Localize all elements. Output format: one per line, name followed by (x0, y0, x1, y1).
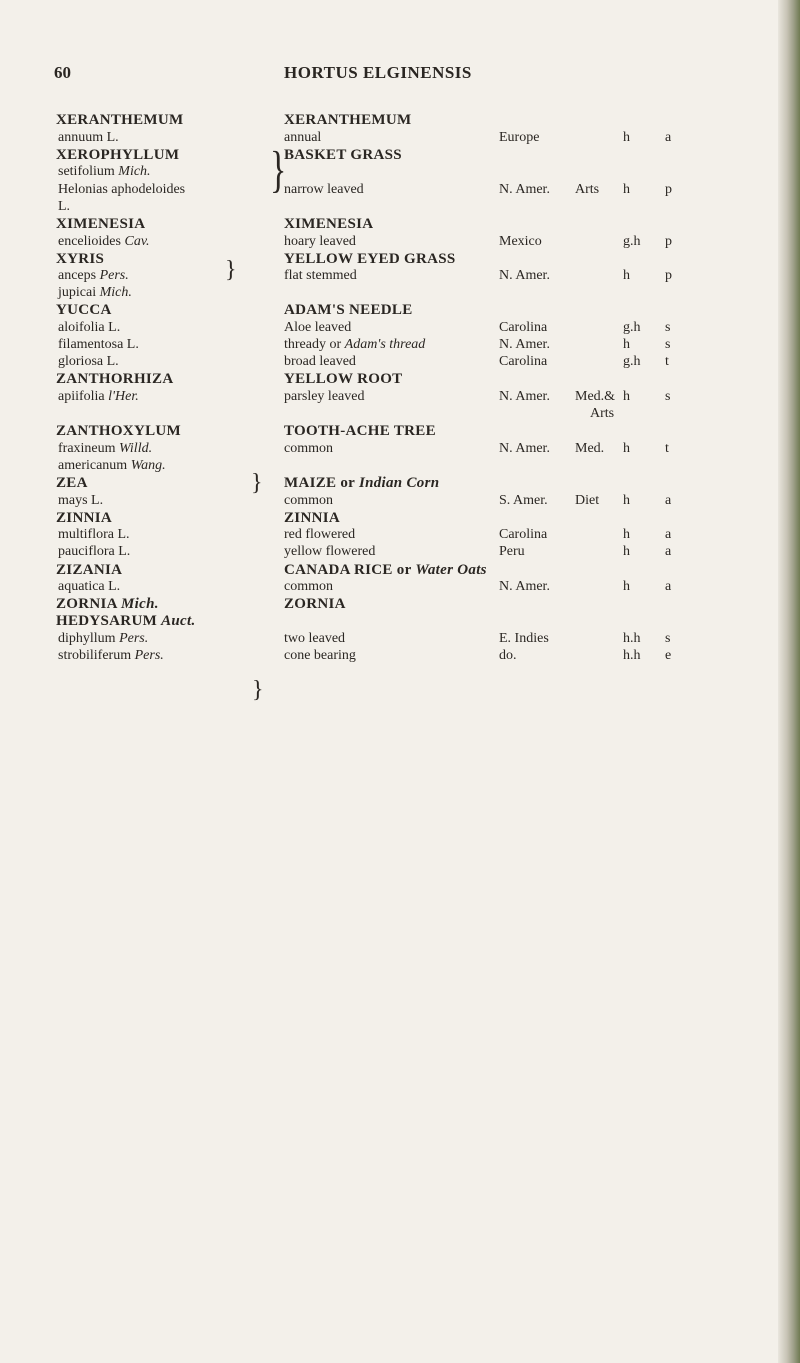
latin-name (58, 162, 151, 182)
duration-code: a (665, 130, 672, 145)
running-title: HORTUS ELGINENSIS (284, 63, 472, 82)
common-name-text: annual (284, 130, 322, 145)
author-abbrev: Mich. (121, 596, 159, 612)
common-name (284, 542, 375, 562)
common-name-text: broad leaved (284, 354, 356, 369)
author-abbrev: l'Her. (108, 389, 139, 404)
culture-code: g.h (623, 320, 641, 335)
native-region: Carolina (499, 354, 548, 369)
common-name-text: parsley leaved (284, 389, 365, 404)
culture-code: h (623, 441, 630, 456)
author-abbrev: Mich. (99, 285, 132, 300)
common-name-text: BASKET GRASS (284, 147, 402, 163)
list-row (0, 162, 780, 182)
common-name-text: thready or (284, 337, 342, 352)
list-row (0, 611, 780, 631)
use-category: Arts (575, 182, 600, 197)
latin-name-text: ZINNIA (56, 510, 112, 526)
latin-name-text: ZIZANIA (56, 562, 123, 578)
native-region: do. (499, 648, 517, 663)
common-name-text: YELLOW EYED GRASS (284, 251, 456, 267)
duration-code: p (665, 234, 672, 249)
common-name-italic: Adam's thread (344, 337, 426, 352)
culture-code: h (623, 544, 630, 559)
native-region: N. Amer. (499, 337, 550, 352)
latin-name-text: YUCCA (56, 302, 112, 318)
native-region: N. Amer. (499, 182, 550, 197)
list-row (0, 369, 780, 389)
latin-name (56, 214, 145, 234)
page-edge (778, 0, 800, 1363)
common-name-text: Aloe leaved (284, 320, 352, 335)
native-region: N. Amer. (499, 579, 550, 594)
culture-code: h (623, 579, 630, 594)
duration-code: t (665, 354, 669, 369)
duration-code: s (665, 320, 671, 335)
latin-name-text: aloifolia L. (58, 320, 121, 335)
latin-name-text: ZEA (56, 475, 88, 491)
latin-name-text: XERANTHEMUM (56, 112, 184, 128)
culture-code: h.h (623, 631, 641, 646)
brace-zornia: } (252, 677, 264, 703)
native-region: N. Amer. (499, 268, 550, 283)
latin-name-text: multiflora L. (58, 527, 130, 542)
latin-name (56, 300, 112, 320)
author-abbrev: Pers. (99, 268, 129, 283)
latin-name (56, 611, 196, 631)
latin-name-text: fraxineum (58, 441, 116, 456)
latin-name-text: anceps (58, 268, 97, 283)
author-abbrev: Cav. (124, 234, 150, 249)
common-name (284, 473, 439, 493)
author-abbrev: Auct. (161, 613, 196, 629)
latin-name-text: mays L. (58, 493, 104, 508)
culture-code: h (623, 130, 630, 145)
author-abbrev: Wang. (130, 458, 166, 473)
latin-name-text: Helonias aphodeloides (58, 182, 186, 197)
latin-name-text: americanum (58, 458, 128, 473)
latin-name-text: strobiliferum (58, 648, 132, 663)
native-region: N. Amer. (499, 441, 550, 456)
latin-name-text: gloriosa L. (58, 354, 119, 369)
latin-name (56, 421, 181, 441)
latin-name-text: ZANTHOXYLUM (56, 423, 181, 439)
latin-name (58, 646, 164, 666)
latin-name-text: annuum L. (58, 130, 119, 145)
duration-code: e (665, 648, 672, 663)
latin-name-text: aquatica L. (58, 579, 121, 594)
duration-code: a (665, 527, 672, 542)
latin-name-text: jupicai (58, 285, 97, 300)
latin-name-text: ZANTHORHIZA (56, 371, 174, 387)
author-abbrev: Pers. (119, 631, 149, 646)
culture-code: h.h (623, 648, 641, 663)
culture-code: g.h (623, 234, 641, 249)
brace-xyris: } (225, 257, 237, 283)
common-name-text: hoary leaved (284, 234, 356, 249)
native-region: Peru (499, 544, 525, 559)
latin-name (56, 473, 88, 493)
latin-name (56, 369, 174, 389)
duration-code: s (665, 631, 671, 646)
duration-code: a (665, 544, 672, 559)
native-region: Europe (499, 130, 540, 145)
latin-name (58, 542, 130, 562)
latin-name-text: XEROPHYLLUM (56, 147, 180, 163)
latin-name (56, 110, 183, 130)
duration-code: s (665, 337, 671, 352)
common-name-text: common (284, 441, 333, 456)
common-name-text: common (284, 493, 333, 508)
author-abbrev: Pers. (134, 648, 164, 663)
culture-code: h (623, 527, 630, 542)
culture-code: h (623, 389, 630, 404)
culture-code: h (623, 268, 630, 283)
duration-code: a (665, 493, 672, 508)
brace-zanthoxylum: } (251, 470, 263, 496)
latin-name-text: apiifolia (58, 389, 105, 404)
use-category: Med.& (575, 389, 616, 404)
use-category: Arts (590, 406, 615, 421)
common-name-text: flat stemmed (284, 268, 357, 283)
common-name (284, 300, 413, 320)
latin-name-text: diphyllum (58, 631, 116, 646)
common-name-text: CANADA RICE or (284, 562, 412, 578)
native-region: S. Amer. (499, 493, 548, 508)
common-name-text: red flowered (284, 527, 356, 542)
common-name-text: ADAM'S NEEDLE (284, 302, 413, 318)
culture-code: h (623, 493, 630, 508)
latin-name-text: XYRIS (56, 251, 105, 267)
list-row (0, 421, 780, 441)
duration-code: p (665, 182, 672, 197)
latin-name-text: L. (58, 199, 71, 214)
latin-name-text: filamentosa L. (58, 337, 139, 352)
common-name (284, 110, 411, 130)
use-category: Diet (575, 493, 600, 508)
common-name (284, 369, 402, 389)
list-row (0, 646, 780, 666)
common-name-italic: Water Oats (415, 562, 487, 578)
use-category: Med. (575, 441, 605, 456)
common-name (284, 214, 373, 234)
duration-code: s (665, 389, 671, 404)
common-name (284, 646, 356, 666)
common-name-text: ZORNIA (284, 596, 346, 612)
culture-code: h (623, 337, 630, 352)
latin-name-text: pauciflora L. (58, 544, 131, 559)
common-name-text: MAIZE or (284, 475, 355, 491)
common-name (284, 421, 436, 441)
native-region: N. Amer. (499, 389, 550, 404)
brace-xerophyllum: } (270, 142, 287, 198)
native-region: Mexico (499, 234, 542, 249)
common-name-text: ZINNIA (284, 510, 340, 526)
list-row (0, 542, 780, 562)
latin-name-text: HEDYSARUM (56, 613, 158, 629)
common-name-text: TOOTH-ACHE TREE (284, 423, 436, 439)
common-name-text: XIMENESIA (284, 216, 374, 232)
native-region: Carolina (499, 320, 548, 335)
culture-code: g.h (623, 354, 641, 369)
page-number: 60 (54, 63, 71, 82)
duration-code: p (665, 268, 672, 283)
list-row (0, 214, 780, 234)
native-region: E. Indies (499, 631, 549, 646)
latin-name-text: setifolium (58, 164, 115, 179)
list-row (0, 300, 780, 320)
author-abbrev: Mich. (118, 164, 151, 179)
list-row (0, 470, 780, 496)
duration-code: t (665, 441, 669, 456)
common-name-text: two leaved (284, 631, 346, 646)
native-region: Carolina (499, 527, 548, 542)
latin-name-text: encelioides (58, 234, 121, 249)
common-name-text: YELLOW ROOT (284, 371, 403, 387)
duration-code: a (665, 579, 672, 594)
common-name-text: narrow leaved (284, 182, 364, 197)
common-name-text: XERANTHEMUM (284, 112, 412, 128)
latin-name-text: ZORNIA (56, 596, 117, 612)
author-abbrev: Willd. (119, 441, 153, 456)
list-row (0, 110, 780, 130)
common-name-text: cone bearing (284, 648, 356, 663)
common-name-italic: Indian Corn (358, 475, 440, 491)
latin-name-text: XIMENESIA (56, 216, 146, 232)
culture-code: h (623, 182, 630, 197)
common-name-text: common (284, 579, 333, 594)
common-name-text: yellow flowered (284, 544, 376, 559)
